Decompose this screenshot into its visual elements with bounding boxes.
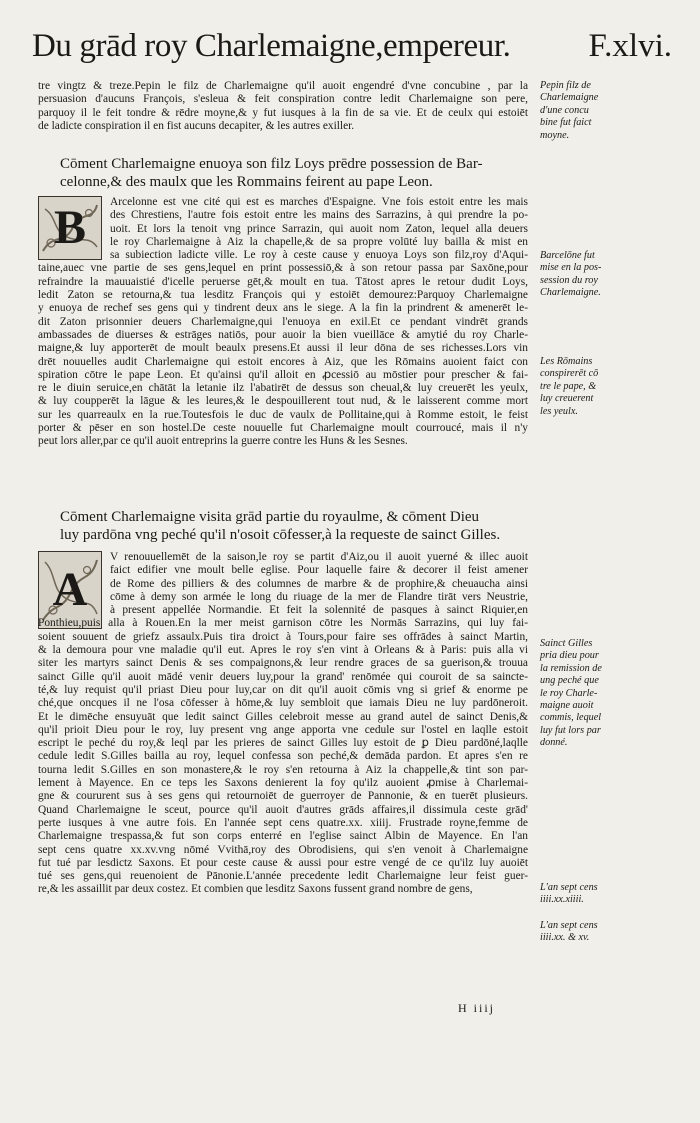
text-line: peut lors aller,par ce qu'il auoit entreprins la guerre contre les Huns & les Sesnes. (38, 435, 408, 448)
text-line: y enuoya de rechef ses gens qui y tindrent deux ans le siege. A la fin la prindrent & amenerēt le- (38, 302, 528, 315)
note-line: le roy Charle- (540, 687, 598, 699)
initial-letter: B (53, 201, 86, 254)
note-line: Les Rōmains (540, 356, 593, 367)
text-line: fut tué par lesdictz Saxons. Et pour ceste cause & aussi pour estre vengé de ce qu'ilz luy auoiēt (38, 856, 528, 869)
text-line: dit Zaton prisonnier deuers Charlemaigne,qui l'enuoya en exil.Et ce pendant vindrēt grands (38, 315, 528, 328)
text-line: spiration cōtre le pape Leon. Et qu'ainsi qu'il alloit en ꝓcessiō au mōstier pour prescher & fai- (38, 368, 528, 381)
text-line: escript le peché du roy,& leql par les prieres de sainct Gilles luy estoit de ꝑ Dieu pardōné,laqlle (38, 737, 528, 750)
text-line: tué ses gens,qui reuenoient de Pānonie.L'année precedente ledit Charlemaigne leur feist guer- (38, 870, 528, 883)
text-line: té,& luy requist qu'il priast Dieu pour luy,car on dit qu'il auoit cōmis vng si grief & enorme pe (38, 683, 528, 696)
text-line: porter & pēser en son hostel.De ceste nouuelle fut Charlemaigne moult courroucé, mais il n'y (38, 422, 528, 435)
text-line: Quand Charlemaigne le sceut, pource qu'il auoit d'autres grāds affaires,il dissimula ceste grād' (38, 803, 528, 816)
chapter-body (38, 196, 528, 449)
text-line: siter les martyrs sainct Denis & ses compaignons,& leur rendre graces de sa guerison,& trouua (38, 657, 528, 670)
note-line: moyne. (540, 129, 570, 141)
chapter-body (38, 551, 528, 897)
text-line: Et le dimēche ensuyuāt que ledit sainct Gilles celebroit messe au grand autel de sainct Denis,& (38, 710, 528, 723)
note-line: bine fut faict (540, 117, 592, 129)
note-line: donné. (540, 737, 568, 749)
chapter-heading (60, 508, 540, 544)
text-line: sainct Gille qu'il auoit mādé venir deuers luy,pour la grand' renōmée qui couroit de sa saincte- (38, 670, 528, 683)
margin-note (540, 638, 668, 750)
note-line: les yeulx. (540, 405, 578, 417)
margin-note (540, 920, 668, 945)
note-line: Charlemaigne. (540, 287, 601, 299)
note-line: pria dieu pour (540, 650, 599, 662)
text-line: perte iusques à vne autre fois. En l'année sept cens quatre.xx. xiiij. Frustrade royne,femme de (38, 816, 528, 829)
intro-paragraph (38, 80, 528, 133)
text-line: de ladicte conspiration il en fist aucuns decapiter, & les autres exiller. (38, 119, 355, 132)
text-line: V renouuellemēt de la saison,le roy se partit d'Aiz,ou il auoit yuerné & illec auoit (110, 551, 528, 563)
text-line: persuasion d'aucuns François, s'esleua & feit conspiration contre ledit Charlemaigne son pere, (38, 93, 528, 106)
text-line: lement à Mayence. En ce teps les Saxons denierent la foy qu'ilz auoient ꝓmise à Charlemai- (38, 777, 528, 790)
note-line: commis, lequel (540, 712, 602, 724)
text-line: à present appellée Normandie. Et feit la solennité de pasques à sainct Riquier,en (110, 604, 528, 617)
note-line: Pepin filz de (540, 80, 591, 91)
text-line: maigne,& luy apporterēt de moult beaulx presens.Et aussi il leur dōna de ses richesses.Lors vin (38, 342, 528, 355)
text-line: gne & coururent sus à ses gens qui retournoiēt de guerroyer de Pannonie, & en tuerēt plusieurs. (38, 790, 528, 803)
margin-note (540, 882, 668, 907)
margin-note (540, 250, 668, 300)
heading-line: Cōment Charlemaigne visita grād partie du royaulme, & cōment Dieu (60, 509, 480, 525)
note-line: mise en la pos- (540, 262, 602, 274)
text-line: ché,que oncques il ne l'osa cōfesser à hōme,& luy sembloit que iamais Dieu ne luy pardōneroit. (38, 697, 528, 710)
signature-mark: H iiij (458, 1001, 496, 1015)
note-line: luy creuerent (540, 393, 594, 405)
text-line: & luy coupperēt la lāgue & les leures,& le despouillerent tout nud, & le laisserent comme mort (38, 395, 528, 408)
text-line: parquoy il le feit tondre & rēdre moyne,& y fut iusques à la fin de sa vie. Et de ceulx qui estoiēt (38, 106, 528, 119)
text-line: ledit Zaton se retourna,& tua lesditz François qui y estoiēt demourez:Parquoy Charlemaigne (38, 289, 528, 302)
text-line: tourna ledit S.Gilles en son monastere,& le roy s'en retourna à Aiz la chappelle,& tint son par- (38, 763, 528, 776)
folio-number: F.xlvi. (588, 28, 672, 64)
note-line: Barcelōne fut (540, 250, 595, 261)
note-line: iiii.xx. & xv. (540, 932, 590, 944)
text-line: cōme à demy son armée le long du riuage de la mer de Flandre tirāt vers Neustrie, (110, 590, 528, 603)
text-line: Ponthieu,puis alla à Rouen.En la mer meist garnison cōtre les Normās Sarrazins, qui luy fai- (38, 617, 528, 630)
text-line: re le diuin seruice,en chātāt la letanie ilz l'abatirēt de dessus son cheual,& luy creuerēt les yeulx, (38, 382, 528, 395)
text-line: sept cens quatre xx.xv.vng nōmé Vvithā,roy des Obrodisiens, qui s'en venoit à Charlemaigne (38, 843, 528, 856)
text-line: le roy Charlemaigne à Aiz la chapelle,& de sa propre volūté luy bailla & mist en (110, 235, 528, 248)
heading-line: celonne,& des maulx que les Rommains feirent au pape Leon. (60, 174, 433, 190)
text-line: qu'il prioit Dieu pour le roy, luy present vng ange apporta vne cedule sur l'ostel en laqlle estoit (38, 723, 528, 736)
heading-line: Cōment Charlemaigne enuoya son filz Loys prēdre possession de Bar- (60, 156, 483, 172)
initial-letter: A (52, 563, 88, 616)
text-line: soient souuent de griefz assaulx.Puis tira droict à Tours,pour faire ses offrādes à sainct Martin, (38, 630, 528, 643)
text-line: taine,auec vne partie de ses gens,lequel en print possessiō,& à son retour passa par Saxōne,pour (38, 262, 528, 275)
text-line: re,& les assaillit par deux costez. Et combien que lesditz Saxons fussent grand nombre de gens, (38, 883, 473, 896)
heading-line: luy pardōna vng peché qu'il n'osoit cōfesser,à la requeste de sainct Gilles. (60, 527, 501, 543)
page-header (32, 28, 672, 76)
note-line: tre le pape, & (540, 380, 597, 392)
note-line: Charlemaigne (540, 92, 599, 104)
margin-note (540, 80, 668, 142)
text-line: sa subiection ladicte ville. Le roy à ceste cause y enuoya Loys son filz,roy d'Aqui- (110, 249, 528, 262)
note-line: ung peché que (540, 675, 599, 687)
note-line: maigne auoit (540, 700, 594, 712)
text-line: drēt nouuelles audit Charlemaigne qui estoit encores à Aiz, que les Rōmains auoient faict con (38, 355, 528, 368)
text-line: tre vingtz & treze.Pepin le filz de Charlemaigne qu'il auoit engendré d'vne concubine , par la (38, 80, 528, 92)
margin-note (540, 356, 668, 418)
note-line: L'an sept cens (540, 882, 598, 893)
text-line: Charlemaigne trespassa,& fut son corps enterré en l'eglise sainct Albin de Mayence. En l'an (38, 830, 528, 843)
note-line: conspirerēt cō (540, 368, 599, 380)
text-line: ambassades de diuerses & estrāges natiōs, pour auoir la bien vueillāce & amytié du roy Charle- (38, 328, 528, 341)
text-line: cedule ledit S.Gilles bailla au roy, lequel confessa son peché,& demāda pardon. Et apres s'en re (38, 750, 528, 763)
note-line: luy fut lors par (540, 724, 601, 736)
note-line: d'une concu (540, 104, 589, 116)
note-line: iiii.xx.xiiii. (540, 894, 584, 906)
text-line: uoit. Et lors la tenoit vng prince Sarrazin, qui auoit nom Zaton, lequel alla deuers (110, 222, 528, 235)
text-line: refraindre la mauuaistié d'icelle peruerse gēt,& moult en tua. Tātost apres le retour dudit Loys, (38, 275, 528, 288)
text-line: des Chrestiens, l'autre fois estoit entre les mains des Sarrazins, à qui prendre la po- (110, 209, 528, 222)
text-line: sur les quarreaulx en la rue.Toutesfois le duc de vaulx de Pollitaine,qui à Romme estoit, le feist (38, 408, 528, 421)
text-line: & la demoura pour vne maladie qu'il eut. Apres le roy s'en vint à Orleans & à Paris: puis alla vi (38, 644, 528, 657)
note-line: L'an sept cens (540, 920, 598, 931)
note-line: Sainct Gilles (540, 638, 593, 649)
note-line: session du roy (540, 274, 598, 286)
text-line: Arcelonne est vne cité qui est es marches d'Espaigne. Vne fois estoit entre les mais (110, 196, 528, 208)
text-line: de Rome des pilliers & des columnes de marbre & de prophire,& cheuaucha ainsi (110, 577, 528, 590)
running-title: Du grād roy Charlemaigne,empereur. (32, 28, 511, 64)
chapter-heading (60, 155, 540, 191)
note-line: la remission de (540, 662, 602, 674)
text-line: faict edifier vne moult belle eglise. Pour laquelle faire & decorer il feist amener (110, 564, 528, 577)
